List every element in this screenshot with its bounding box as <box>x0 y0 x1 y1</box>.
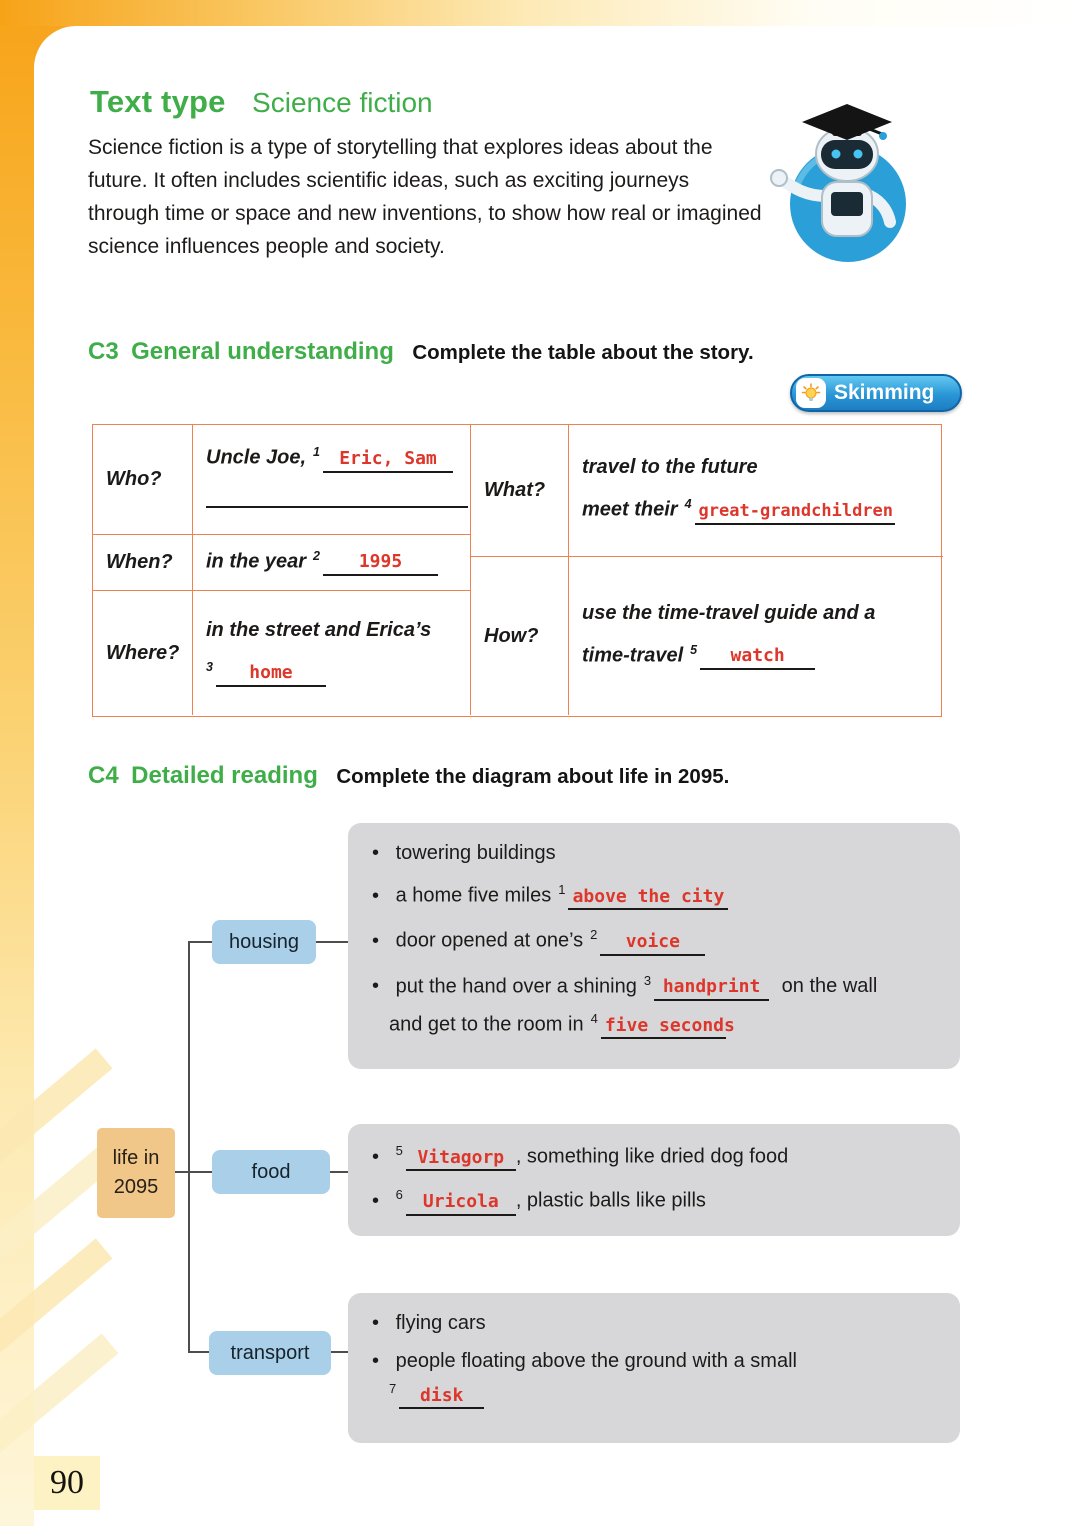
housing-item-4: • put the hand over a shining $^3$ handprint on the wall <box>372 973 936 1001</box>
transport-item-1: • flying cars <box>372 1312 936 1335</box>
page-number-text: 90 <box>50 1464 84 1501</box>
blank-number-5: 5 <box>690 642 698 657</box>
c4-title: Detailed reading <box>131 762 318 789</box>
connector-transport <box>188 1351 211 1353</box>
housing-item-3: • door opened at one’s $^2$ voice <box>372 927 936 955</box>
c4-heading <box>88 762 729 790</box>
when-answer-blank: 1995 <box>323 552 438 576</box>
connector-housing-box <box>316 941 348 943</box>
connector-transport-box <box>331 1351 348 1353</box>
root-node-life-in-2095 <box>97 1128 175 1218</box>
housing-item-4-cont: and get to the room in $^4$ five seconds <box>372 1011 936 1039</box>
lightbulb-icon <box>796 378 826 408</box>
what-answer-blank: great-grandchildren <box>695 502 895 525</box>
text-type-subtitle: Science fiction <box>252 87 433 118</box>
robot-illustration <box>752 92 932 277</box>
housing-answer-2: voice <box>600 932 705 956</box>
who-pre: Uncle Joe, <box>206 446 307 469</box>
how-label: How? <box>471 557 569 715</box>
when-label: When? <box>93 535 193 591</box>
who-empty-blank <box>206 505 468 508</box>
housing-item-4-post: on the wall <box>781 975 878 998</box>
page-number <box>34 1456 100 1510</box>
text-type-title: Text type <box>90 84 226 119</box>
blank-number-4: 4 <box>684 497 692 512</box>
transport-item-2-cont <box>372 1381 936 1409</box>
food-item-2 <box>372 1187 936 1215</box>
where-content <box>193 591 471 715</box>
blank-number-4: 4 <box>590 1011 598 1027</box>
food-item-1 <box>372 1143 936 1171</box>
connector-food-box <box>330 1171 348 1173</box>
who-label: Who? <box>93 425 193 535</box>
who-content <box>193 425 471 535</box>
where-line1: in the street and Erica’s <box>206 618 432 641</box>
food-answer-1: Vitagorp <box>406 1148 516 1172</box>
skimming-badge <box>790 374 962 412</box>
housing-answer-4: five seconds <box>601 1016 726 1040</box>
root-line1: life in <box>112 1147 160 1169</box>
where-label: Where? <box>93 591 193 715</box>
c3-title: General understanding <box>131 338 394 365</box>
root-line2: 2095 <box>113 1176 159 1198</box>
food-item-2-post: , plastic balls like pills <box>515 1190 706 1212</box>
transport-answer-1: disk <box>399 1386 484 1410</box>
transport-item-2: • people floating above the ground with a small <box>372 1350 936 1373</box>
connector-vertical <box>188 941 190 1353</box>
how-content <box>569 557 943 715</box>
top-gradient-band <box>0 0 1080 26</box>
intro-paragraph: Science fiction is a type of storytelling that explores ideas about the future. It often includes scientific ideas, such as exciting journeys through time or space and new inventions, to show how real or imagined science influences people and society. <box>88 136 762 258</box>
blank-number-1: 1 <box>558 882 566 897</box>
skimming-label: Skimming <box>834 381 935 404</box>
blank-number-7: 7 <box>389 1381 397 1396</box>
blank-number-3: 3 <box>643 972 652 988</box>
blank-number-1: 1 <box>313 445 320 460</box>
where-answer-blank: home <box>216 663 326 687</box>
blank-number-5: 5 <box>395 1143 403 1158</box>
who-answer-blank: Eric, Sam <box>323 449 453 473</box>
what-content <box>569 425 943 557</box>
robot-graphic <box>752 92 932 277</box>
blank-number-3: 3 <box>206 659 213 674</box>
page-title <box>90 84 433 120</box>
connector-food <box>175 1171 214 1173</box>
food-details-box <box>348 1124 960 1236</box>
blank-number-2: 2 <box>590 927 598 943</box>
housing-answer-1: above the city <box>568 887 728 911</box>
c3-heading <box>88 338 754 366</box>
how-line1: use the time-travel guide and a <box>582 601 876 624</box>
what-line1: travel to the future <box>582 456 758 479</box>
when-content <box>193 535 471 591</box>
branch-food: food <box>212 1150 330 1194</box>
c4-code: C4 <box>88 762 119 789</box>
connector-housing <box>188 941 214 943</box>
when-pre: in the year <box>206 550 307 573</box>
food-item-1-post: , something like dried dog food <box>515 1145 789 1168</box>
housing-answer-3: handprint <box>654 977 769 1001</box>
how-answer-blank: watch <box>700 646 815 670</box>
c3-instruction: Complete the table about the story. <box>412 341 754 364</box>
c3-table-right <box>471 425 943 716</box>
what-label: What? <box>471 425 569 557</box>
c3-code: C3 <box>88 338 119 365</box>
c3-table-left <box>93 425 471 716</box>
c4-instruction: Complete the diagram about life in 2095. <box>336 765 730 788</box>
food-answer-2: Uricola <box>406 1192 516 1216</box>
housing-item-2: • a home five miles $^1$ above the city <box>372 882 936 910</box>
housing-item-1: • towering buildings <box>372 842 936 865</box>
blank-number-6: 6 <box>395 1187 403 1203</box>
transport-details-box <box>348 1293 960 1443</box>
c3-table <box>92 424 942 717</box>
housing-details-box <box>348 823 960 1069</box>
branch-transport: transport <box>209 1331 331 1375</box>
blank-number-2: 2 <box>313 548 320 563</box>
branch-housing: housing <box>212 920 316 964</box>
what-line2: meet their <box>582 499 678 522</box>
how-line2: time-travel <box>582 644 684 667</box>
